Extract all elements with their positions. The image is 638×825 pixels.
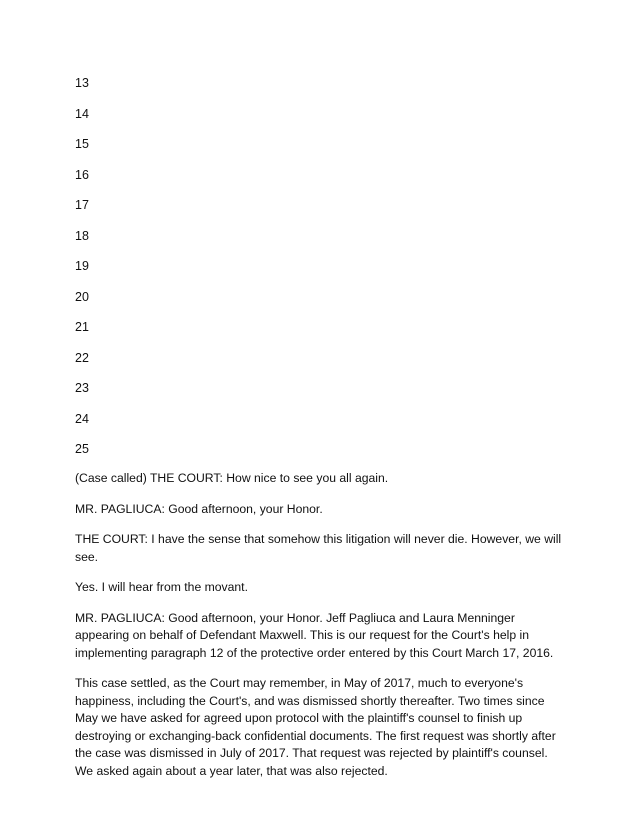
line-number: 25 — [75, 442, 89, 456]
line-number-column — [75, 74, 89, 471]
transcript-body — [75, 470, 565, 793]
line-number: 22 — [75, 350, 89, 365]
paragraph-pagliuca-appearance: MR. PAGLIUCA: Good afternoon, your Honor. Jeff Pagliuca and Laura Menninger appearing on behalf of Defendant Maxwell. This is our request for the Court's help in implementing paragraph 12 of the protective order entered by this Court March 17, 2016. — [75, 610, 554, 660]
line-number: 15 — [75, 137, 89, 151]
line-number: 13 — [75, 76, 89, 90]
line-number: 14 — [75, 106, 89, 121]
line-number: 24 — [75, 411, 89, 426]
line-number: 16 — [75, 167, 89, 182]
paragraph-court-litigation: THE COURT: I have the sense that somehow this litigation will never die. However, we will see. — [75, 532, 562, 564]
paragraph-case-called: (Case called) THE COURT: How nice to see you all again. — [75, 471, 389, 485]
line-number: 23 — [75, 381, 89, 395]
paragraph-hear-movant: Yes. I will hear from the movant. — [75, 580, 248, 594]
paragraph-pagliuca-greeting: MR. PAGLIUCA: Good afternoon, your Honor. — [75, 501, 323, 516]
line-number: 18 — [75, 228, 89, 243]
paragraph-case-settled: This case settled, as the Court may remember, in May of 2017, much to everyone's happiness, including the Court's, and was dismissed shortly thereafter. Two times since May we have asked for agreed upon protocol with the plaintiff's counsel to finish up destroying or exchanging-back confidential documents. The first request was shortly after the case was dismissed in July of 2017. That request was rejected by plaintiff's counsel. We asked again about a year later, that was also rejected. — [75, 676, 556, 778]
line-number: 21 — [75, 320, 89, 334]
line-number: 20 — [75, 289, 89, 304]
line-number: 19 — [75, 259, 89, 273]
line-number: 17 — [75, 198, 89, 212]
